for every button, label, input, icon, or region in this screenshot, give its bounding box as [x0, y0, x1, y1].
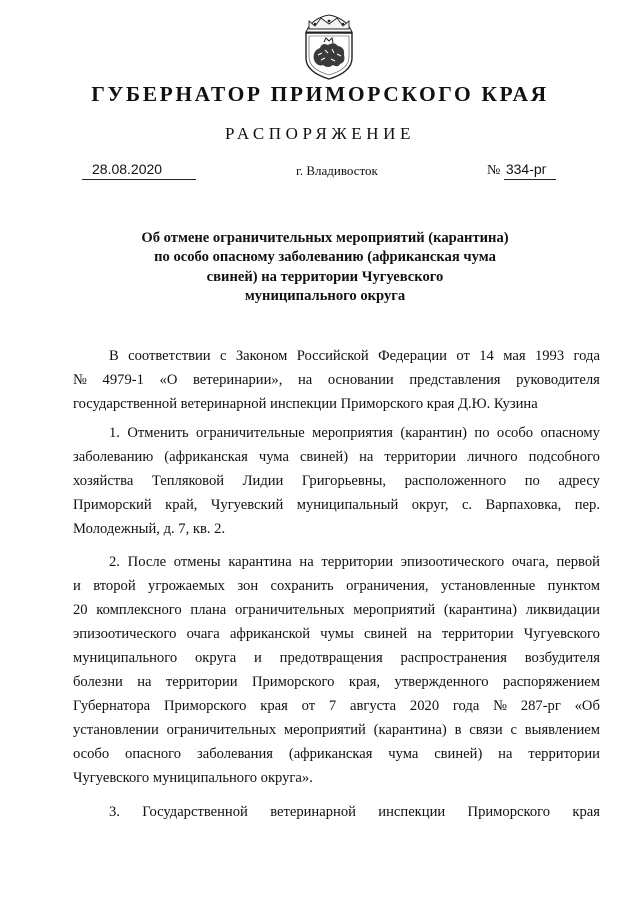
word: выявлением	[524, 722, 600, 738]
word: с.	[461, 497, 473, 513]
document-body	[73, 344, 600, 824]
word: установлении	[73, 722, 159, 738]
word: Российской	[296, 348, 369, 364]
word: заболеванию	[73, 449, 154, 465]
paragraph-2	[73, 421, 600, 541]
word: чума	[258, 449, 289, 465]
paragraph-line	[73, 800, 600, 824]
word: на	[417, 626, 432, 642]
word: утвержденного	[394, 674, 489, 690]
word: руководителя	[516, 372, 600, 388]
word: 1.	[109, 425, 120, 441]
word: 2020	[409, 698, 440, 714]
paragraph-line	[73, 574, 600, 598]
word: на	[359, 449, 374, 465]
word: с	[219, 348, 227, 364]
word: мероприятий	[353, 602, 436, 618]
word: особо	[73, 746, 110, 762]
word: край,	[165, 497, 198, 513]
word: инспекции	[378, 804, 446, 820]
word: территории	[528, 746, 600, 762]
word: муниципальный	[296, 497, 399, 513]
word: «О	[159, 372, 178, 388]
word: Приморского	[467, 804, 551, 820]
word: 7	[328, 698, 337, 714]
word: на	[297, 372, 313, 388]
word: опасного	[125, 746, 182, 762]
word: 4979-1	[102, 372, 144, 388]
word: ограничительные	[196, 425, 305, 441]
word: Федерации	[378, 348, 447, 364]
word: пер.	[574, 497, 600, 513]
word: по	[524, 473, 540, 489]
word: ветеринарии»,	[192, 372, 283, 388]
word: (карантина)	[373, 722, 447, 738]
word: Чугуевского	[523, 626, 600, 642]
paragraph-line	[73, 718, 600, 742]
word: года	[573, 348, 600, 364]
document-number: 334-рг	[504, 161, 556, 180]
word: Чугуевского муниципального округа».	[73, 770, 313, 786]
word: территории	[384, 449, 457, 465]
word: края,	[348, 674, 381, 690]
word: Варпаховка,	[485, 497, 562, 513]
paragraph-line	[73, 344, 600, 368]
coat-of-arms-icon	[298, 12, 360, 82]
word: Отменить	[127, 425, 189, 441]
word: в	[454, 722, 462, 738]
word: 287-рг	[520, 698, 561, 714]
word: (карантин)	[400, 425, 468, 441]
word: очага	[186, 626, 220, 642]
title-line: свиней) на территории Чугуевского	[206, 268, 444, 285]
document-city: г. Владивосток	[296, 163, 378, 178]
word: (африканская	[164, 449, 248, 465]
paragraph-line	[73, 622, 600, 646]
word: мая	[503, 348, 526, 364]
word: распространения	[400, 650, 507, 666]
paragraph-line	[73, 598, 600, 622]
paragraph-line	[73, 517, 600, 541]
word: особо	[496, 425, 534, 441]
document-title	[120, 229, 530, 306]
paragraph-3	[73, 550, 600, 790]
word: Чугуевский	[210, 497, 284, 513]
word: №	[493, 698, 508, 714]
document-number-field	[487, 161, 560, 180]
word: карантина	[228, 554, 292, 570]
word: адресу	[558, 473, 600, 489]
word: зон	[237, 578, 259, 594]
word: Губернатора	[73, 698, 151, 714]
word: Приморский	[73, 497, 152, 513]
word: возбудителя	[524, 650, 600, 666]
word: на	[299, 554, 314, 570]
word: распоряжением	[502, 674, 600, 690]
word: основании	[327, 372, 394, 388]
word: Государственной	[142, 804, 248, 820]
word: Приморского	[251, 674, 335, 690]
word: очага,	[511, 554, 549, 570]
title-line: по особо опасному заболеванию (африканская чума	[154, 249, 496, 266]
word: эпизоотического	[400, 554, 505, 570]
word: второй	[93, 578, 136, 594]
word: пунктом	[547, 578, 600, 594]
word: Тепляковой	[151, 473, 225, 489]
word: предотвращения	[279, 650, 383, 666]
word: по	[474, 425, 490, 441]
paragraph-line	[73, 550, 600, 574]
word: отмены	[173, 554, 221, 570]
word: государственной ветеринарной инспекции Приморского края Д.Ю. Кузина	[73, 396, 538, 412]
word: 14	[479, 348, 494, 364]
word: на	[498, 746, 513, 762]
word: эпизоотического	[73, 626, 177, 642]
word: хозяйства	[73, 473, 134, 489]
word: «Об	[574, 698, 600, 714]
paragraph-line	[73, 694, 600, 718]
word: угрожаемых	[148, 578, 225, 594]
word: Законом	[235, 348, 288, 364]
word: сохранить	[270, 578, 334, 594]
document-type: РАСПОРЯЖЕНИЕ	[224, 124, 416, 143]
word: расположенного	[404, 473, 507, 489]
word: соответствии	[128, 348, 211, 364]
word: чума	[388, 746, 419, 762]
paragraph-line	[73, 392, 600, 416]
word: плана	[190, 602, 227, 618]
word: мероприятий	[283, 722, 366, 738]
number-sign: №	[487, 163, 501, 178]
word: 20	[73, 602, 88, 618]
word: свиней)	[434, 746, 483, 762]
word: территории	[321, 554, 394, 570]
paragraph-4	[73, 800, 600, 824]
word: Лидии	[242, 473, 284, 489]
paragraph-line	[73, 368, 600, 392]
word: подсобного	[528, 449, 600, 465]
word: года	[452, 698, 480, 714]
word: Молодежный, д. 7, кв. 2.	[73, 521, 226, 537]
paragraph-line	[73, 742, 600, 766]
word: свиней	[363, 626, 408, 642]
paragraph-line	[73, 469, 600, 493]
word: опасному	[540, 425, 600, 441]
word: комплексного	[96, 602, 182, 618]
word: Приморского	[163, 698, 247, 714]
title-line: муниципального округа	[244, 287, 406, 304]
word: ветеринарной	[270, 804, 356, 820]
paragraph-line	[73, 670, 600, 694]
word: чумы	[320, 626, 354, 642]
paragraph-line	[73, 421, 600, 445]
word: 1993	[534, 348, 565, 364]
word: 3.	[109, 804, 120, 820]
issuing-authority: ГУБЕРНАТОР ПРИМОРСКОГО КРАЯ	[91, 82, 549, 106]
word: территории	[165, 674, 238, 690]
word: ограничительных	[166, 722, 277, 738]
paragraph-line	[73, 445, 600, 469]
word: (африканская	[288, 746, 373, 762]
word: заболевания	[196, 746, 273, 762]
word: края	[260, 698, 288, 714]
document-date: 28.08.2020	[82, 161, 196, 180]
word: и	[254, 650, 262, 666]
word: свиней)	[299, 449, 349, 465]
word: с	[510, 722, 517, 738]
word: личного	[467, 449, 518, 465]
word: от	[456, 348, 470, 364]
paragraph-1	[73, 344, 600, 416]
word: и	[73, 578, 81, 594]
word: (карантина)	[443, 602, 517, 618]
word: В	[109, 348, 119, 364]
word: 2.	[109, 554, 120, 570]
word: африканской	[229, 626, 311, 642]
word: первой	[556, 554, 600, 570]
word: ограничения,	[346, 578, 429, 594]
word: августа	[349, 698, 397, 714]
word: края	[572, 804, 600, 820]
word: от	[301, 698, 316, 714]
title-line: Об отмене ограничительных мероприятий (карантина)	[141, 230, 509, 246]
word: мероприятия	[312, 425, 393, 441]
word: округ,	[411, 497, 449, 513]
word: ограничительных	[234, 602, 345, 618]
word: установленные	[440, 578, 536, 594]
word: №	[73, 372, 87, 388]
paragraph-line	[73, 646, 600, 670]
word: связи	[469, 722, 503, 738]
paragraph-line	[73, 766, 600, 790]
word: ликвидации	[525, 602, 600, 618]
word: После	[127, 554, 167, 570]
word: Григорьевны,	[301, 473, 387, 489]
word: болезни	[73, 674, 123, 690]
word: округа	[194, 650, 237, 666]
word: представления	[409, 372, 501, 388]
word: на	[137, 674, 152, 690]
paragraph-line	[73, 493, 600, 517]
word: территории	[441, 626, 514, 642]
word: муниципального	[73, 650, 178, 666]
